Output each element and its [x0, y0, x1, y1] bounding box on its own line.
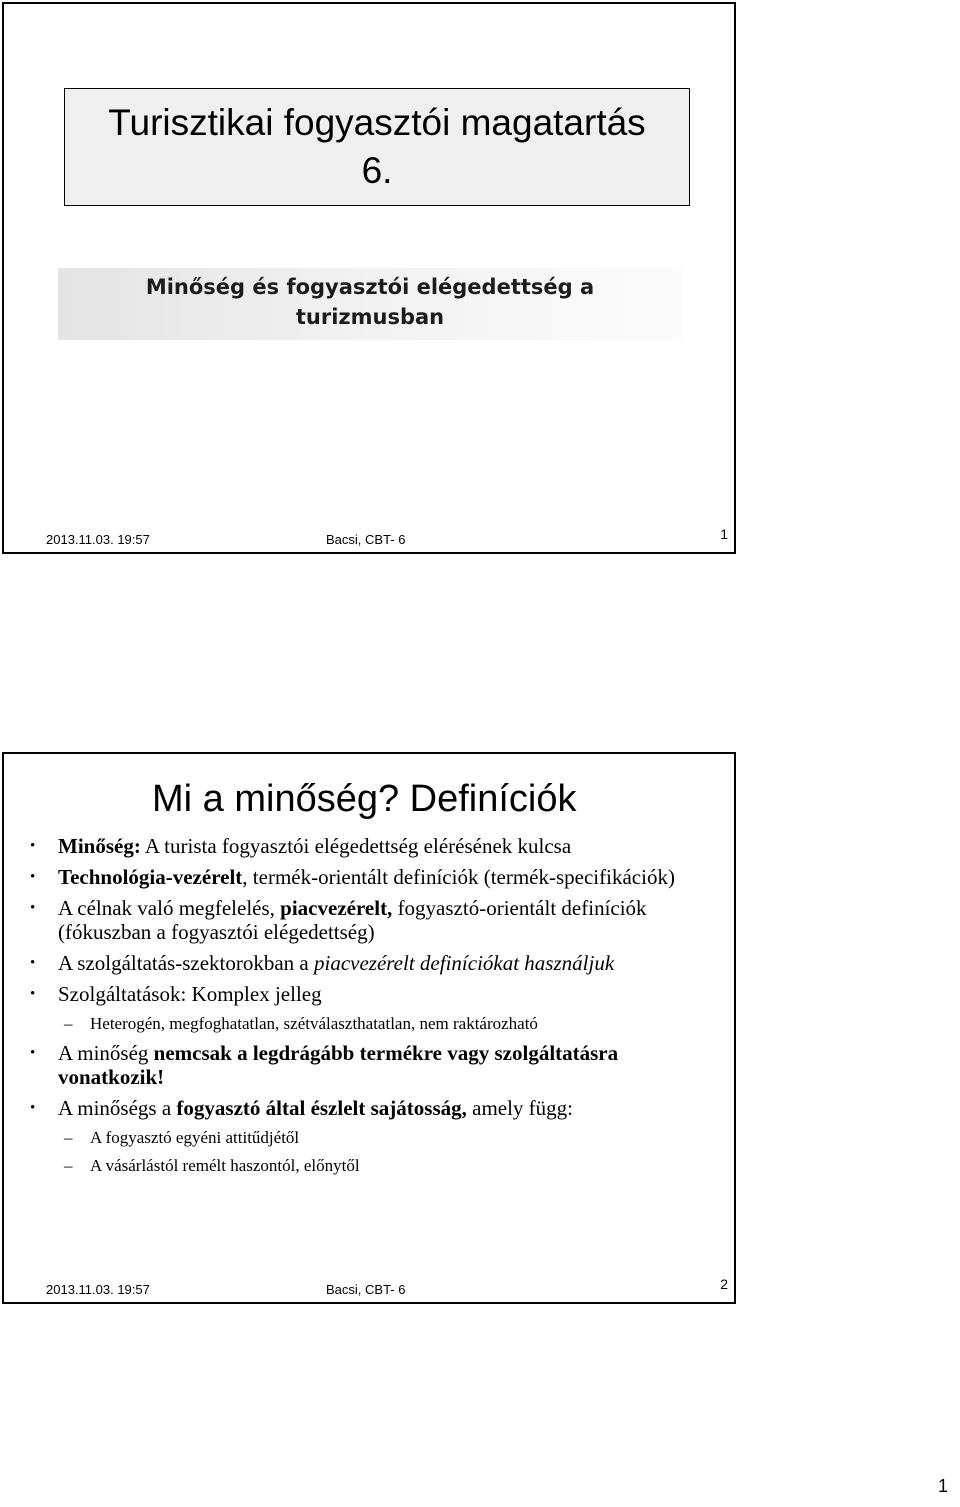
bullet-item	[30, 1041, 720, 1089]
slide-title-line2: 6.	[361, 150, 393, 191]
bullet-item	[30, 1096, 720, 1120]
bullet-text: A szolgáltatás-szektorokban a	[58, 951, 314, 975]
footer-author: Bacsi, CBT- 6	[326, 532, 406, 547]
bullet-item	[30, 982, 720, 1006]
slide-subtitle-line1: Minőség és fogyasztói elégedettség a	[145, 275, 595, 299]
bullet-text: A célnak való megfelelés,	[58, 896, 281, 920]
slide-title-box	[64, 88, 690, 206]
sub-bullet-text: Heterogén, megfoghatatlan, szétválaszthatatlan, nem raktározható	[90, 1014, 538, 1033]
footer-author: Bacsi, CBT- 6	[326, 1282, 406, 1297]
slide-title-line1: Turisztikai fogyasztói magatartás	[108, 102, 646, 143]
bullet-text: amely függ:	[466, 1096, 574, 1120]
slide-1	[2, 2, 736, 554]
sub-bullet-item	[30, 1155, 720, 1177]
bullet-italic: piacvezérelt definíciókat használjuk	[314, 951, 615, 975]
slide-2	[2, 752, 736, 1304]
bullet-text: A minőség	[58, 1041, 154, 1065]
slide-page-number: 2	[720, 1276, 728, 1292]
sub-bullet-item	[30, 1127, 720, 1149]
document-page-number: 1	[937, 1476, 948, 1496]
slide-title: Mi a minőség? Definíciók	[152, 778, 577, 820]
bullet-bold: Technológia-vezérelt	[58, 865, 243, 889]
bullet-text: Szolgáltatások: Komplex jelleg	[58, 982, 322, 1006]
sub-bullet-text: A vásárlástól remélt haszontól, előnytől	[90, 1156, 360, 1175]
bullet-text: , termék-orientált definíciók (termék-specifikációk)	[242, 865, 675, 889]
slide-page-number: 1	[720, 526, 728, 542]
footer-date: 2013.11.03. 19:57	[46, 1282, 150, 1297]
sub-bullet-text: A fogyasztó egyéni attitűdjétől	[90, 1128, 300, 1147]
bullet-bold: piacvezérelt,	[280, 896, 393, 920]
bullet-text: A turista fogyasztói elégedettség elérésének kulcsa	[140, 834, 572, 858]
bullet-bold: fogyasztó által észlelt sajátosság,	[176, 1096, 467, 1120]
bullet-item	[30, 865, 720, 889]
sub-bullet-item	[30, 1013, 720, 1035]
slide-subtitle-line2: turizmusban	[295, 305, 445, 329]
bullet-bold: nemcsak a legdrágább termékre vagy szolgáltatásra vonatkozik!	[58, 1041, 619, 1089]
bullet-item	[30, 834, 720, 858]
bullet-list	[30, 834, 720, 1183]
bullet-item	[30, 896, 720, 944]
bullet-text: A minőségs a	[58, 1096, 177, 1120]
slide-subtitle-box	[58, 268, 682, 340]
footer-date: 2013.11.03. 19:57	[46, 532, 150, 547]
bullet-item	[30, 951, 720, 975]
bullet-bold: Minőség:	[58, 834, 141, 858]
bullet-text: fogyasztó-orientált definíciók (fókuszban a fogyasztói elégedettség)	[58, 896, 647, 944]
